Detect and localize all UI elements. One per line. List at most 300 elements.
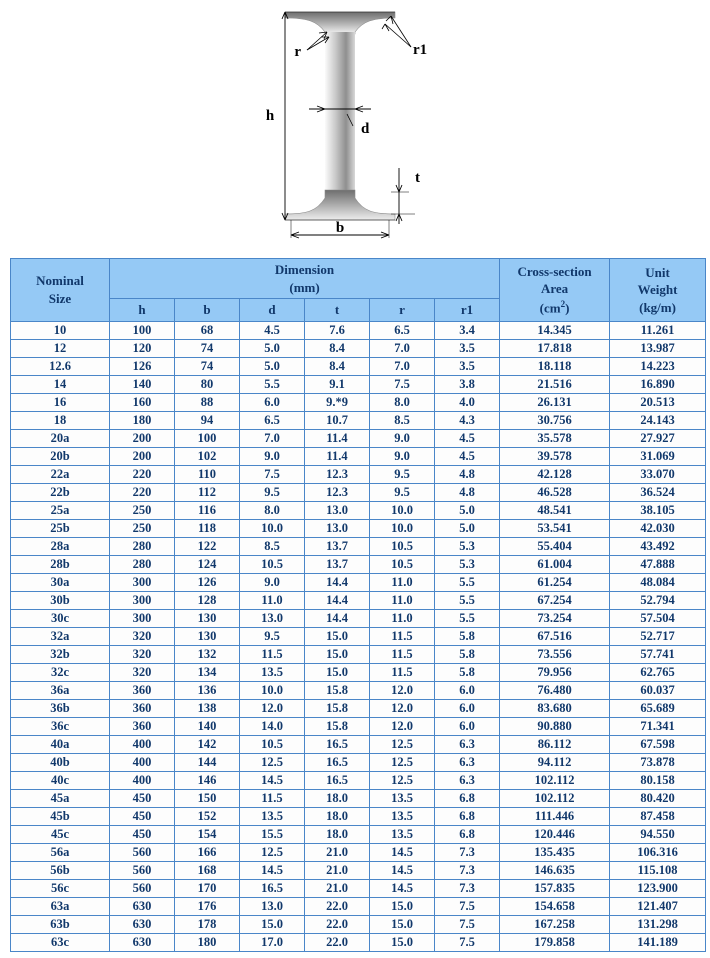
- table-cell: 61.254: [500, 573, 610, 591]
- table-cell: 560: [110, 861, 175, 879]
- table-cell: 18.0: [305, 825, 370, 843]
- table-cell: 15.8: [305, 681, 370, 699]
- table-row: [11, 357, 706, 375]
- cell-nominal-size: 10: [11, 321, 110, 339]
- table-cell: 68: [175, 321, 240, 339]
- table-cell: 154.658: [500, 897, 610, 915]
- unit-prefix: (cm: [539, 300, 561, 316]
- table-cell: 5.0: [240, 339, 305, 357]
- table-cell: 115.108: [610, 861, 706, 879]
- table-cell: 121.407: [610, 897, 706, 915]
- table-row: [11, 915, 706, 933]
- table-cell: 7.5: [240, 465, 305, 483]
- table-cell: 300: [110, 591, 175, 609]
- header-nominal-size: [11, 259, 110, 322]
- table-cell: 80: [175, 375, 240, 393]
- table-cell: 116: [175, 501, 240, 519]
- table-cell: 20.513: [610, 393, 706, 411]
- table-cell: 9.0: [240, 573, 305, 591]
- table-cell: 35.578: [500, 429, 610, 447]
- table-row: [11, 375, 706, 393]
- table-cell: 15.0: [240, 915, 305, 933]
- dim-label-h: h: [265, 108, 275, 124]
- table-cell: 9.0: [240, 447, 305, 465]
- table-cell: 5.8: [435, 663, 500, 681]
- table-cell: 6.8: [435, 789, 500, 807]
- table-cell: 5.5: [435, 609, 500, 627]
- table-cell: 30.756: [500, 411, 610, 429]
- table-cell: 4.8: [435, 465, 500, 483]
- table-row: [11, 663, 706, 681]
- table-cell: 142: [175, 735, 240, 753]
- table-cell: 13.5: [370, 825, 435, 843]
- cell-nominal-size: 28b: [11, 555, 110, 573]
- table-row: [11, 537, 706, 555]
- table-cell: 14.223: [610, 357, 706, 375]
- header-dimension-group: [110, 259, 500, 299]
- table-cell: 8.0: [240, 501, 305, 519]
- table-cell: 15.5: [240, 825, 305, 843]
- table-cell: 167.258: [500, 915, 610, 933]
- table-cell: 10.0: [370, 501, 435, 519]
- table-cell: 7.0: [370, 339, 435, 357]
- header-cross-section-area-line1: Cross-section: [517, 263, 592, 279]
- table-cell: 360: [110, 717, 175, 735]
- table-row: [11, 933, 706, 951]
- cell-nominal-size: 25a: [11, 501, 110, 519]
- table-cell: 33.070: [610, 465, 706, 483]
- cell-nominal-size: 56b: [11, 861, 110, 879]
- table-cell: 6.0: [435, 681, 500, 699]
- table-cell: 13.7: [305, 555, 370, 573]
- table-row: [11, 573, 706, 591]
- table-cell: 11.0: [370, 609, 435, 627]
- table-cell: 123.900: [610, 879, 706, 897]
- table-cell: 124: [175, 555, 240, 573]
- table-cell: 179.858: [500, 933, 610, 951]
- cell-nominal-size: 63c: [11, 933, 110, 951]
- table-cell: 22.0: [305, 897, 370, 915]
- table-row: [11, 789, 706, 807]
- table-cell: 320: [110, 663, 175, 681]
- table-cell: 8.0: [370, 393, 435, 411]
- cell-nominal-size: 36b: [11, 699, 110, 717]
- table-cell: 17.818: [500, 339, 610, 357]
- table-cell: 9.5: [370, 465, 435, 483]
- table-cell: 79.956: [500, 663, 610, 681]
- table-cell: 18.118: [500, 357, 610, 375]
- table-cell: 8.5: [240, 537, 305, 555]
- table-cell: 154: [175, 825, 240, 843]
- table-cell: 12.0: [370, 717, 435, 735]
- table-cell: 14.5: [240, 861, 305, 879]
- table-cell: 12.5: [370, 771, 435, 789]
- table-cell: 73.878: [610, 753, 706, 771]
- beam-body: [285, 12, 395, 220]
- table-cell: 42.128: [500, 465, 610, 483]
- cell-nominal-size: 22a: [11, 465, 110, 483]
- table-row: [11, 339, 706, 357]
- table-cell: 12.0: [370, 699, 435, 717]
- cell-nominal-size: 30c: [11, 609, 110, 627]
- cell-nominal-size: 28a: [11, 537, 110, 555]
- table-cell: 166: [175, 843, 240, 861]
- table-cell: 12.0: [240, 699, 305, 717]
- table-cell: 94.550: [610, 825, 706, 843]
- table-cell: 122: [175, 537, 240, 555]
- table-cell: 110: [175, 465, 240, 483]
- header-cross-section-area: [500, 259, 610, 322]
- table-cell: 16.5: [305, 771, 370, 789]
- table-cell: 14.4: [305, 591, 370, 609]
- table-row: [11, 897, 706, 915]
- table-cell: 15.8: [305, 717, 370, 735]
- table-cell: 11.5: [370, 627, 435, 645]
- cell-nominal-size: 22b: [11, 483, 110, 501]
- table-cell: 4.8: [435, 483, 500, 501]
- spec-table-container: [10, 258, 700, 952]
- table-cell: 4.5: [435, 429, 500, 447]
- table-cell: 360: [110, 699, 175, 717]
- table-cell: 7.0: [240, 429, 305, 447]
- table-cell: 170: [175, 879, 240, 897]
- table-cell: 3.8: [435, 375, 500, 393]
- cell-nominal-size: 14: [11, 375, 110, 393]
- table-cell: 22.0: [305, 915, 370, 933]
- table-cell: 126: [175, 573, 240, 591]
- table-cell: 10.5: [370, 537, 435, 555]
- table-cell: 14.5: [370, 879, 435, 897]
- header-unit-weight-unit: (kg/m): [639, 299, 676, 315]
- table-cell: 8.5: [370, 411, 435, 429]
- table-cell: 450: [110, 789, 175, 807]
- table-cell: 6.8: [435, 807, 500, 825]
- table-cell: 13.7: [305, 537, 370, 555]
- table-cell: 118: [175, 519, 240, 537]
- table-cell: 400: [110, 753, 175, 771]
- table-cell: 62.765: [610, 663, 706, 681]
- cell-nominal-size: 40b: [11, 753, 110, 771]
- table-cell: 12.5: [370, 735, 435, 753]
- table-cell: 65.689: [610, 699, 706, 717]
- table-cell: 9.*9: [305, 393, 370, 411]
- table-cell: 6.0: [435, 699, 500, 717]
- table-cell: 16.5: [240, 879, 305, 897]
- table-cell: 15.0: [370, 915, 435, 933]
- unit-suffix: ): [565, 300, 570, 316]
- table-cell: 560: [110, 879, 175, 897]
- table-cell: 13.5: [370, 789, 435, 807]
- cell-nominal-size: 12: [11, 339, 110, 357]
- dim-label-d: d: [361, 121, 370, 137]
- table-cell: 102.112: [500, 771, 610, 789]
- table-cell: 16.890: [610, 375, 706, 393]
- table-cell: 83.680: [500, 699, 610, 717]
- table-cell: 220: [110, 465, 175, 483]
- table-cell: 73.254: [500, 609, 610, 627]
- table-cell: 60.037: [610, 681, 706, 699]
- table-cell: 146.635: [500, 861, 610, 879]
- table-cell: 15.0: [305, 627, 370, 645]
- table-row: [11, 447, 706, 465]
- table-cell: 27.927: [610, 429, 706, 447]
- table-cell: 138: [175, 699, 240, 717]
- table-cell: 21.0: [305, 861, 370, 879]
- table-cell: 13.5: [240, 663, 305, 681]
- table-cell: 3.5: [435, 339, 500, 357]
- table-cell: 200: [110, 447, 175, 465]
- table-cell: 80.420: [610, 789, 706, 807]
- table-row: [11, 321, 706, 339]
- table-cell: 88: [175, 393, 240, 411]
- table-cell: 86.112: [500, 735, 610, 753]
- r1-leader-line: [382, 16, 411, 47]
- table-cell: 130: [175, 609, 240, 627]
- table-cell: 11.4: [305, 429, 370, 447]
- table-cell: 7.5: [435, 933, 500, 951]
- table-cell: 15.8: [305, 699, 370, 717]
- table-cell: 5.5: [240, 375, 305, 393]
- table-row: [11, 429, 706, 447]
- table-cell: 450: [110, 825, 175, 843]
- table-cell: 6.3: [435, 753, 500, 771]
- dim-label-r: r: [294, 44, 301, 60]
- cell-nominal-size: 30b: [11, 591, 110, 609]
- table-cell: 73.556: [500, 645, 610, 663]
- table-cell: 80.158: [610, 771, 706, 789]
- table-cell: 14.4: [305, 573, 370, 591]
- table-cell: 450: [110, 807, 175, 825]
- table-cell: 9.1: [305, 375, 370, 393]
- table-cell: 55.404: [500, 537, 610, 555]
- table-cell: 560: [110, 843, 175, 861]
- table-cell: 8.4: [305, 339, 370, 357]
- table-cell: 7.5: [370, 375, 435, 393]
- table-cell: 360: [110, 681, 175, 699]
- unit-superscript: 2: [560, 298, 566, 309]
- table-cell: 10.0: [240, 681, 305, 699]
- cell-nominal-size: 25b: [11, 519, 110, 537]
- cell-nominal-size: 32a: [11, 627, 110, 645]
- table-cell: 5.0: [240, 357, 305, 375]
- table-cell: 7.0: [370, 357, 435, 375]
- table-cell: 16.5: [305, 735, 370, 753]
- table-cell: 11.0: [240, 591, 305, 609]
- table-cell: 67.516: [500, 627, 610, 645]
- table-cell: 14.5: [240, 771, 305, 789]
- table-cell: 5.0: [435, 501, 500, 519]
- table-cell: 5.5: [435, 591, 500, 609]
- table-cell: 112: [175, 483, 240, 501]
- header-dimension-title: Dimension: [274, 262, 335, 277]
- table-cell: 21.516: [500, 375, 610, 393]
- table-cell: 160: [110, 393, 175, 411]
- i-beam-specification-table: [10, 258, 706, 952]
- table-cell: 46.528: [500, 483, 610, 501]
- header-col-r: r: [370, 299, 435, 322]
- table-cell: 5.3: [435, 537, 500, 555]
- header-dimension-unit: (mm): [289, 279, 320, 295]
- table-cell: 94.112: [500, 753, 610, 771]
- table-cell: 52.717: [610, 627, 706, 645]
- table-cell: 630: [110, 915, 175, 933]
- table-cell: 134: [175, 663, 240, 681]
- cell-nominal-size: 45b: [11, 807, 110, 825]
- header-unit-weight: [610, 259, 706, 322]
- table-row: [11, 465, 706, 483]
- table-cell: 15.0: [370, 933, 435, 951]
- table-row: [11, 699, 706, 717]
- table-cell: 9.0: [370, 429, 435, 447]
- table-cell: 9.5: [240, 483, 305, 501]
- beam-diagram-area: [0, 0, 710, 250]
- table-cell: 12.5: [370, 753, 435, 771]
- cell-nominal-size: 18: [11, 411, 110, 429]
- table-cell: 7.3: [435, 843, 500, 861]
- table-row: [11, 393, 706, 411]
- table-cell: 630: [110, 897, 175, 915]
- dim-label-r1: r1: [413, 42, 428, 58]
- table-cell: 102.112: [500, 789, 610, 807]
- header-col-t: t: [305, 299, 370, 322]
- table-cell: 13.0: [305, 519, 370, 537]
- top-flange: [285, 12, 395, 34]
- table-cell: 250: [110, 501, 175, 519]
- table-cell: 14.0: [240, 717, 305, 735]
- i-beam-cross-section-diagram: [243, 2, 443, 247]
- table-row: [11, 861, 706, 879]
- table-row: [11, 645, 706, 663]
- cell-nominal-size: 32c: [11, 663, 110, 681]
- table-cell: 13.5: [370, 807, 435, 825]
- cell-nominal-size: 40a: [11, 735, 110, 753]
- table-cell: 47.888: [610, 555, 706, 573]
- table-row: [11, 627, 706, 645]
- cell-nominal-size: 12.6: [11, 357, 110, 375]
- table-cell: 11.0: [370, 573, 435, 591]
- header-cross-section-area-unit: [500, 298, 609, 317]
- table-cell: 12.3: [305, 465, 370, 483]
- cell-nominal-size: 32b: [11, 645, 110, 663]
- table-cell: 21.0: [305, 879, 370, 897]
- table-cell: 11.261: [610, 321, 706, 339]
- table-cell: 13.0: [305, 501, 370, 519]
- table-cell: 13.0: [240, 897, 305, 915]
- table-cell: 5.8: [435, 645, 500, 663]
- table-cell: 140: [110, 375, 175, 393]
- table-cell: 157.835: [500, 879, 610, 897]
- table-cell: 12.0: [370, 681, 435, 699]
- table-row: [11, 555, 706, 573]
- table-cell: 3.5: [435, 357, 500, 375]
- table-cell: 38.105: [610, 501, 706, 519]
- table-cell: 13.0: [240, 609, 305, 627]
- table-cell: 9.5: [240, 627, 305, 645]
- table-cell: 131.298: [610, 915, 706, 933]
- table-cell: 7.3: [435, 879, 500, 897]
- table-row: [11, 753, 706, 771]
- cell-nominal-size: 16: [11, 393, 110, 411]
- table-cell: 8.4: [305, 357, 370, 375]
- table-cell: 400: [110, 735, 175, 753]
- table-cell: 4.3: [435, 411, 500, 429]
- table-row: [11, 807, 706, 825]
- table-cell: 71.341: [610, 717, 706, 735]
- table-cell: 39.578: [500, 447, 610, 465]
- table-cell: 200: [110, 429, 175, 447]
- table-cell: 100: [175, 429, 240, 447]
- table-cell: 57.741: [610, 645, 706, 663]
- table-cell: 280: [110, 555, 175, 573]
- table-cell: 132: [175, 645, 240, 663]
- table-cell: 12.3: [305, 483, 370, 501]
- table-cell: 22.0: [305, 933, 370, 951]
- table-cell: 180: [175, 933, 240, 951]
- table-cell: 6.0: [240, 393, 305, 411]
- table-row: [11, 771, 706, 789]
- table-row: [11, 609, 706, 627]
- table-cell: 18.0: [305, 789, 370, 807]
- table-cell: 12.5: [240, 753, 305, 771]
- table-cell: 152: [175, 807, 240, 825]
- web: [325, 32, 355, 190]
- table-cell: 4.5: [435, 447, 500, 465]
- cell-nominal-size: 30a: [11, 573, 110, 591]
- table-cell: 11.5: [370, 645, 435, 663]
- table-cell: 150: [175, 789, 240, 807]
- table-cell: 24.143: [610, 411, 706, 429]
- header-unit-weight-line2: Weight: [637, 282, 678, 298]
- table-cell: 146: [175, 771, 240, 789]
- table-cell: 12.5: [240, 843, 305, 861]
- table-cell: 5.0: [435, 519, 500, 537]
- cell-nominal-size: 36a: [11, 681, 110, 699]
- table-row: [11, 681, 706, 699]
- cell-nominal-size: 63a: [11, 897, 110, 915]
- cell-nominal-size: 63b: [11, 915, 110, 933]
- table-cell: 10.5: [370, 555, 435, 573]
- table-cell: 7.5: [435, 915, 500, 933]
- table-cell: 36.524: [610, 483, 706, 501]
- table-cell: 180: [110, 411, 175, 429]
- table-cell: 90.880: [500, 717, 610, 735]
- table-cell: 6.8: [435, 825, 500, 843]
- table-cell: 14.345: [500, 321, 610, 339]
- table-cell: 6.3: [435, 735, 500, 753]
- table-cell: 7.6: [305, 321, 370, 339]
- header-row-primary: [11, 259, 706, 299]
- table-cell: 130: [175, 627, 240, 645]
- header-nominal-size-line2: Size: [48, 290, 72, 306]
- table-cell: 10.0: [370, 519, 435, 537]
- table-cell: 102: [175, 447, 240, 465]
- cell-nominal-size: 40c: [11, 771, 110, 789]
- table-cell: 320: [110, 645, 175, 663]
- table-cell: 74: [175, 339, 240, 357]
- table-cell: 10.5: [240, 735, 305, 753]
- cell-nominal-size: 45a: [11, 789, 110, 807]
- table-cell: 18.0: [305, 807, 370, 825]
- table-cell: 126: [110, 357, 175, 375]
- table-row: [11, 501, 706, 519]
- table-cell: 136: [175, 681, 240, 699]
- header-col-d: d: [240, 299, 305, 322]
- header-col-b: b: [175, 299, 240, 322]
- table-cell: 14.5: [370, 861, 435, 879]
- table-cell: 128: [175, 591, 240, 609]
- table-row: [11, 411, 706, 429]
- table-cell: 250: [110, 519, 175, 537]
